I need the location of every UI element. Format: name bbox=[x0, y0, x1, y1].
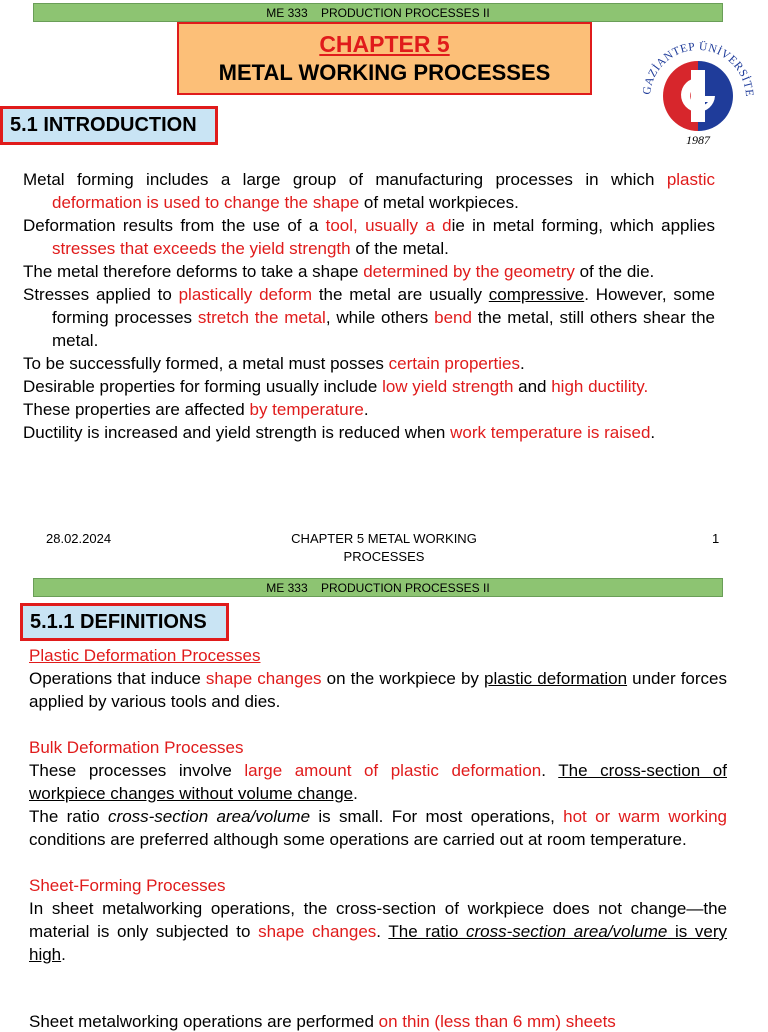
text: of the metal. bbox=[350, 239, 449, 258]
highlight-text: plastically deform bbox=[178, 285, 313, 304]
footer-page-number: 1 bbox=[712, 531, 720, 546]
text: . However, some forming processes bbox=[52, 285, 716, 327]
course-header-bar bbox=[33, 578, 723, 597]
paragraph bbox=[23, 168, 715, 214]
text: ie in metal forming, which applies bbox=[451, 216, 715, 235]
highlight-text: determined by the geometry bbox=[363, 262, 575, 281]
text: These processes involve bbox=[29, 761, 245, 780]
underlined-text: The ratio bbox=[388, 922, 466, 941]
paragraph bbox=[29, 805, 727, 851]
footer-title bbox=[250, 530, 518, 566]
highlight-text: high ductility. bbox=[551, 377, 649, 396]
footer-title-line: CHAPTER 5 METAL WORKING bbox=[291, 531, 477, 546]
highlight-text: bend bbox=[434, 308, 472, 327]
course-header-bar bbox=[33, 3, 723, 22]
highlight-text: stretch the metal bbox=[197, 308, 326, 327]
highlight-text: by temperature bbox=[249, 400, 364, 419]
course-header-text: ME 333 PRODUCTION PROCESSES II bbox=[266, 5, 490, 20]
underlined-text: plastic deformation bbox=[484, 669, 628, 688]
text: . bbox=[61, 945, 66, 964]
highlight-text: certain properties bbox=[388, 354, 520, 373]
italic-underlined-text: cross-section area/volume bbox=[466, 922, 668, 941]
highlight-text: low yield strength bbox=[382, 377, 514, 396]
paragraph bbox=[29, 667, 727, 713]
text: the metal, still others shear the metal. bbox=[52, 308, 715, 350]
text: Stresses applied to bbox=[23, 285, 179, 304]
text: of metal workpieces. bbox=[359, 193, 519, 212]
section-heading-text: 5.1.1 DEFINITIONS bbox=[30, 610, 207, 633]
definitions-body bbox=[29, 644, 727, 966]
highlight-text: shape changes bbox=[258, 922, 377, 941]
logo-year: 1987 bbox=[686, 133, 710, 147]
paragraph bbox=[23, 352, 715, 375]
text: The metal therefore deforms to take a shape bbox=[23, 262, 364, 281]
text: under forces applied by various tools and dies. bbox=[29, 669, 727, 711]
text: , while others bbox=[325, 308, 435, 327]
logo-ring-text: GAZİANTEP ÜNİVERSİTE bbox=[640, 40, 756, 98]
section-heading-definitions bbox=[20, 603, 229, 641]
paragraph bbox=[23, 214, 715, 260]
highlight-text: stresses that exceeds the yield strength bbox=[52, 239, 351, 258]
chapter-title: METAL WORKING PROCESSES bbox=[218, 60, 551, 85]
underlined-text: The cross-section of workpiece changes without volume change bbox=[29, 761, 727, 803]
paragraph bbox=[23, 283, 715, 352]
text: In sheet metalworking operations, the cross-section of workpiece does not change—the material is only subjected to bbox=[29, 899, 727, 941]
university-logo bbox=[636, 22, 756, 148]
paragraph bbox=[23, 421, 715, 444]
paragraph bbox=[29, 759, 727, 805]
text: . bbox=[363, 400, 369, 419]
chapter-title-box bbox=[177, 22, 592, 95]
highlight-text: hot or warm working bbox=[563, 807, 727, 826]
highlight-text: on thin (less than 6 mm) sheets bbox=[378, 1012, 616, 1031]
text: . bbox=[520, 354, 525, 373]
text: is small. For most operations, bbox=[310, 807, 564, 826]
section-heading-text: 5.1 INTRODUCTION bbox=[10, 114, 197, 136]
underlined-text: compressive bbox=[488, 285, 585, 304]
highlight-text: large amount of plastic deformation bbox=[244, 761, 542, 780]
text: Desirable properties for forming usually include bbox=[23, 377, 383, 396]
subheading-sheet-forming: Sheet-Forming Processes bbox=[29, 876, 226, 895]
footer-date: 28.02.2024 bbox=[46, 531, 112, 546]
text: Operations that induce bbox=[29, 669, 206, 688]
highlight-text: plastic deformation is used to change the shape bbox=[52, 170, 715, 212]
subheading-bulk-deformation: Bulk Deformation Processes bbox=[29, 738, 244, 757]
footer-title-line: PROCESSES bbox=[343, 549, 425, 564]
paragraph bbox=[23, 260, 715, 283]
paragraph bbox=[23, 375, 715, 398]
highlight-text: shape changes bbox=[205, 669, 322, 688]
text: the metal are usually bbox=[312, 285, 489, 304]
introduction-body bbox=[23, 168, 715, 444]
highlight-text: work temperature is raised bbox=[450, 423, 651, 442]
chapter-number: CHAPTER 5 bbox=[319, 31, 450, 57]
text: The ratio bbox=[29, 807, 109, 826]
section-heading-introduction bbox=[0, 106, 218, 145]
text: These properties are affected bbox=[23, 400, 250, 419]
text: and bbox=[513, 377, 552, 396]
cut-off-paragraph bbox=[29, 1012, 727, 1032]
text: Deformation results from the use of a bbox=[23, 216, 326, 235]
text: conditions are preferred although some operations are carried out at room temperature. bbox=[29, 830, 687, 849]
text: Sheet metalworking operations are performed bbox=[29, 1012, 379, 1031]
underlined-text: is very high bbox=[29, 922, 727, 964]
text: Ductility is increased and yield strength is reduced when bbox=[23, 423, 451, 442]
highlight-text: tool, usually a d bbox=[325, 216, 452, 235]
text: . bbox=[650, 423, 656, 442]
text: . bbox=[353, 784, 358, 803]
text: . bbox=[376, 922, 389, 941]
text: on the workpiece by bbox=[321, 669, 484, 688]
text: . bbox=[541, 761, 559, 780]
italic-text: cross-section area/volume bbox=[108, 807, 311, 826]
subheading-plastic-deformation: Plastic Deformation Processes bbox=[29, 646, 261, 665]
paragraph bbox=[29, 897, 727, 966]
course-header-text: ME 333 PRODUCTION PROCESSES II bbox=[266, 580, 490, 595]
text: Metal forming includes a large group of manufacturing processes in which bbox=[23, 170, 667, 189]
text: To be successfully formed, a metal must posses bbox=[23, 354, 389, 373]
university-logo-graphic bbox=[636, 22, 756, 148]
paragraph bbox=[23, 398, 715, 421]
text: of the die. bbox=[574, 262, 655, 281]
